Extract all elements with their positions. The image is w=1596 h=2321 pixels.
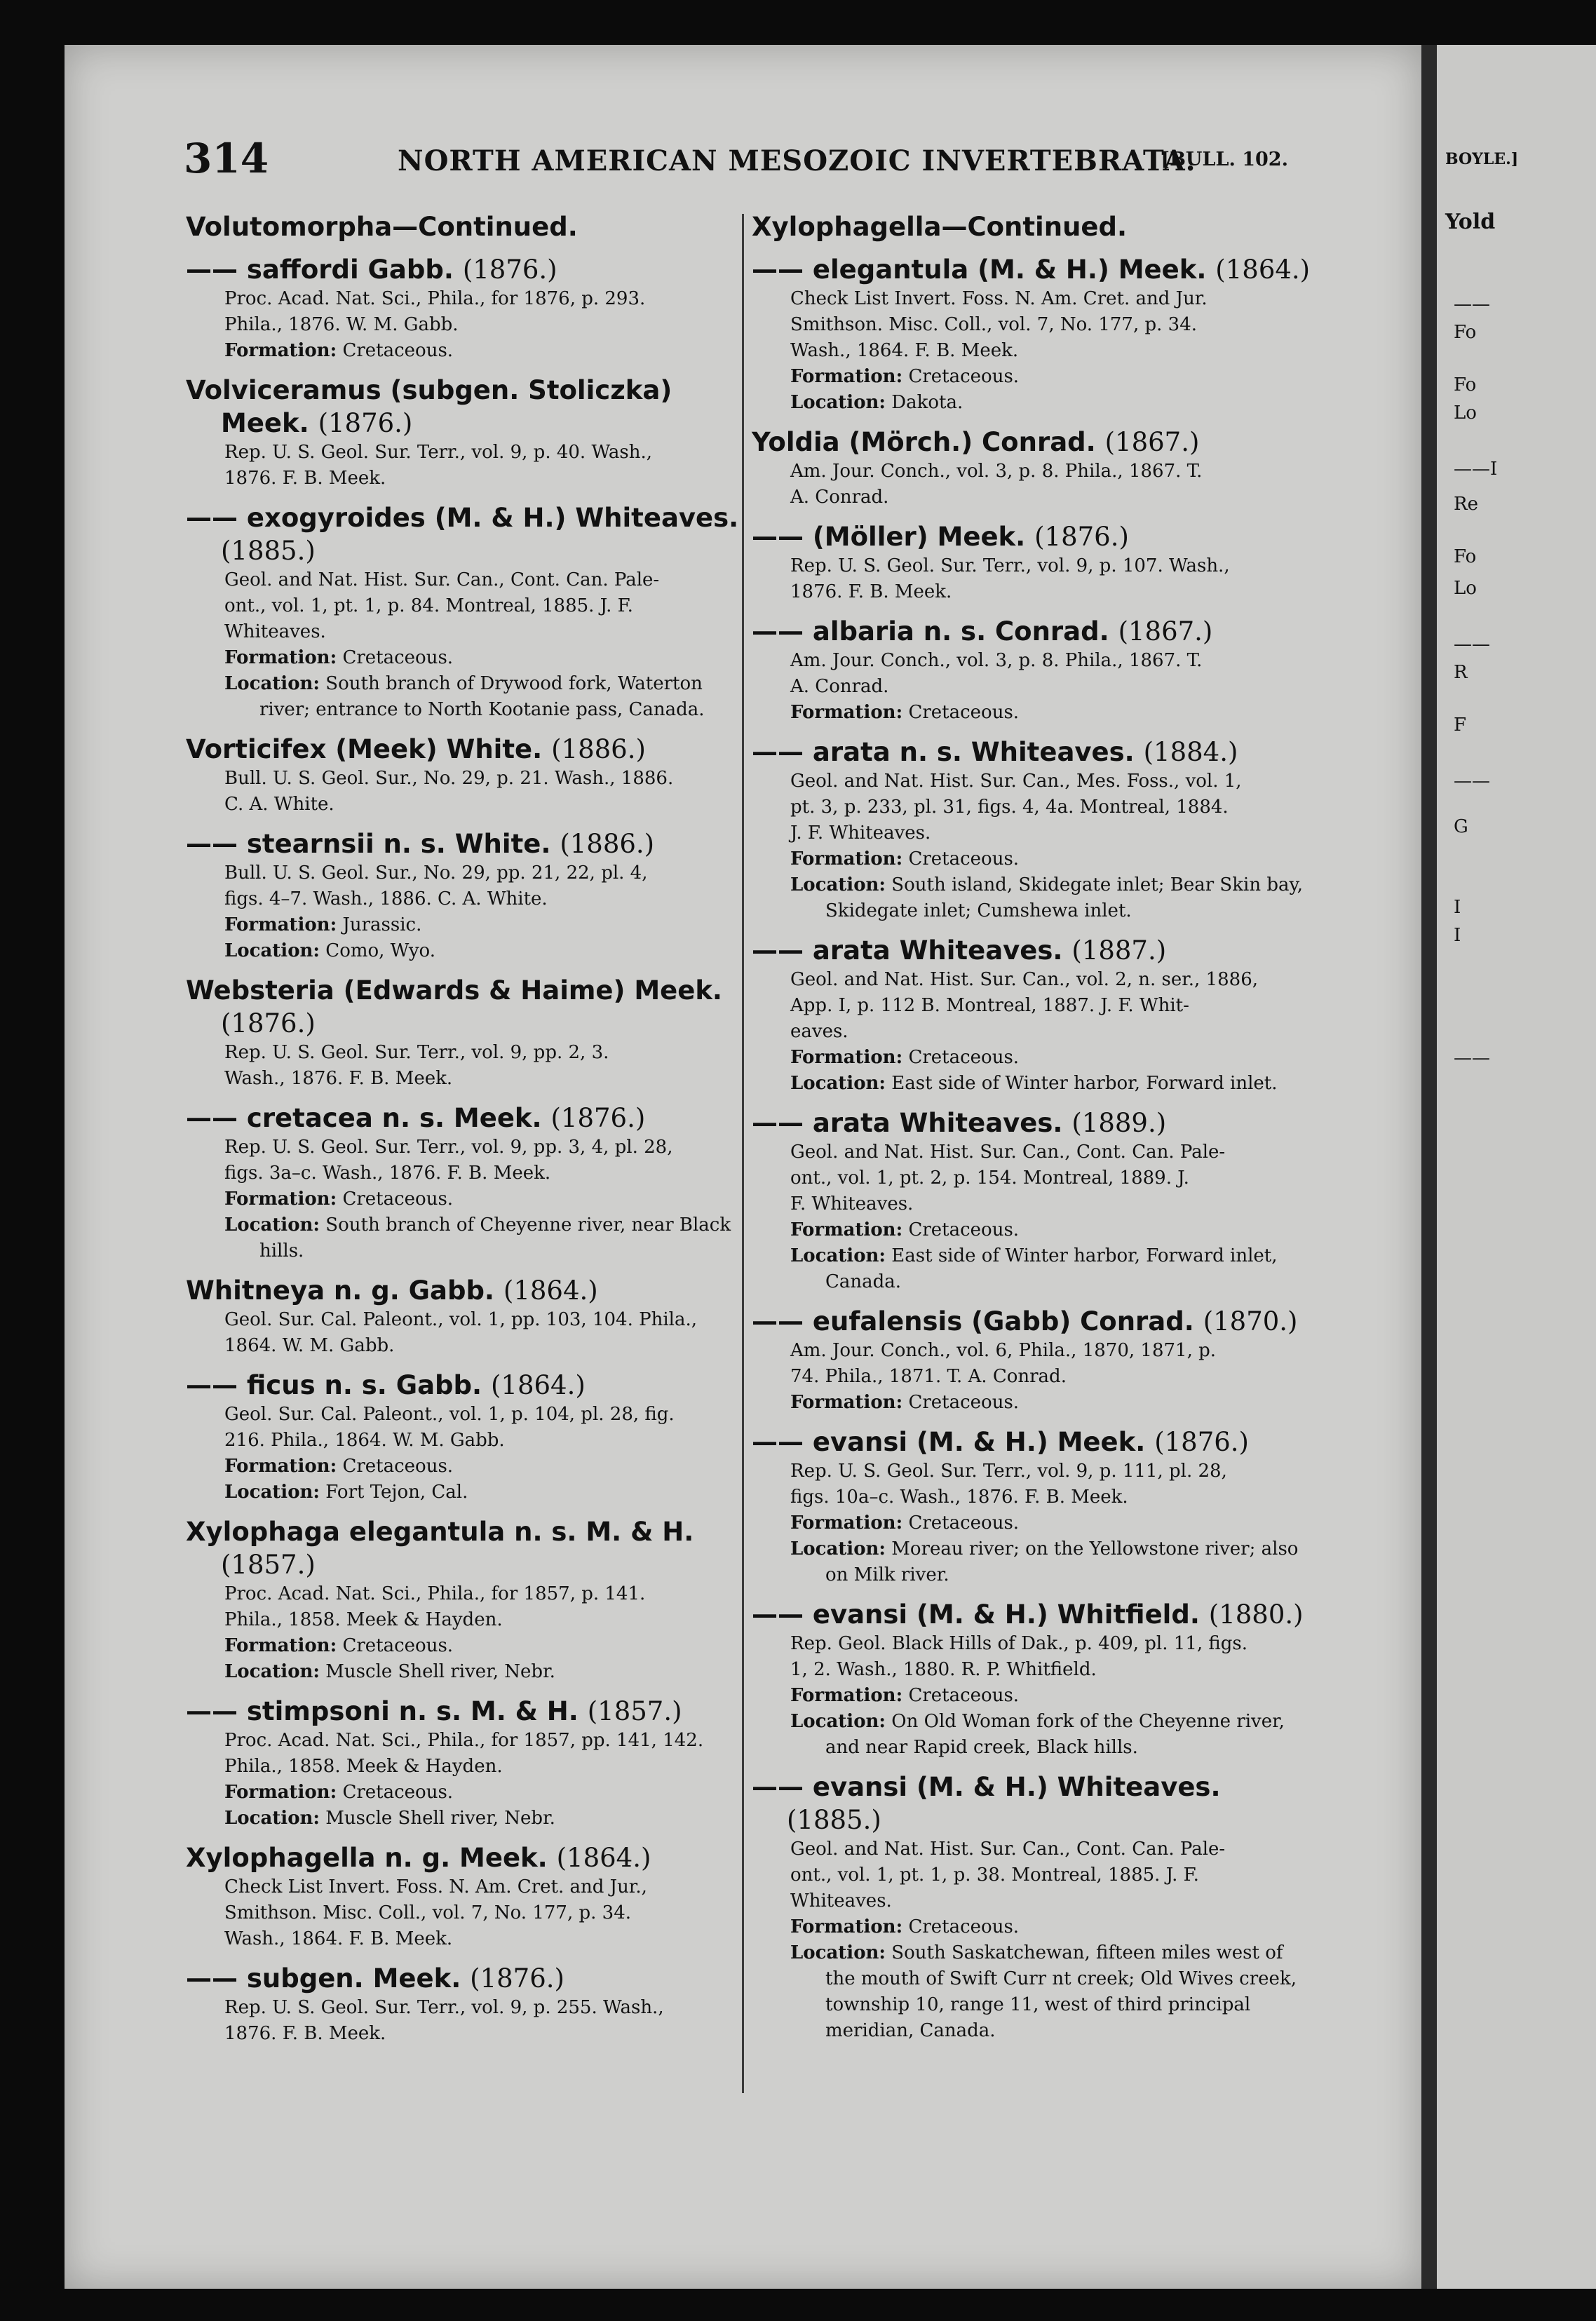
entry-title: —— subgen. Meek. xyxy=(186,1963,461,1994)
location-value: Moreau river; on the Yellowstone river; also on Milk river. xyxy=(825,1538,1299,1585)
formation-label: Formation: xyxy=(790,1392,903,1413)
entry-title: —— cretacea n. s. Meek. xyxy=(186,1103,542,1133)
entry-heading xyxy=(186,374,747,440)
formation-value: Cretaceous. xyxy=(342,1782,454,1803)
entry-heading xyxy=(186,827,747,860)
entry-heading xyxy=(752,1107,1313,1139)
entry-year: (1886.) xyxy=(560,829,655,859)
entry-heading xyxy=(752,615,1313,648)
entry-heading xyxy=(186,1695,747,1728)
entry-year: (1876.) xyxy=(550,1103,646,1133)
formation-label: Formation: xyxy=(790,1047,903,1068)
formation-value: Cretaceous. xyxy=(908,1685,1020,1706)
entry-year: (1864.) xyxy=(556,1843,651,1873)
citation-line: Rep. U. S. Geol. Sur. Terr., vol. 9, pp. 3, 4, pl. 28, xyxy=(224,1137,673,1158)
location-value: Muscle Shell river, Nebr. xyxy=(325,1661,555,1682)
citation-line: Proc. Acad. Nat. Sci., Phila., for 1857, pp. 141, 142. xyxy=(224,1730,704,1751)
location-label: Location: xyxy=(790,1711,886,1732)
index-entry xyxy=(186,1102,747,1264)
entry-title: —— arata Whiteaves. xyxy=(752,935,1063,966)
citation-line: Am. Jour. Conch., vol. 6, Phila., 1870, 1871, p. xyxy=(790,1340,1217,1361)
formation-label: Formation: xyxy=(224,1456,337,1477)
citation-line: figs. 3a–c. Wash., 1876. F. B. Meek. xyxy=(224,1163,551,1184)
entry-title: —— stimpsoni n. s. M. & H. xyxy=(186,1696,579,1726)
citation-line: Check List Invert. Foss. N. Am. Cret. and Jur., xyxy=(224,1876,647,1897)
formation-line xyxy=(186,1780,747,1806)
formation-line xyxy=(186,645,747,671)
formation-line xyxy=(186,1186,747,1212)
location-line xyxy=(186,1806,747,1832)
location-line xyxy=(752,1243,1313,1295)
formation-line xyxy=(186,912,747,938)
citation-line: App. I, p. 112 B. Montreal, 1887. J. F. Whit- xyxy=(790,995,1189,1016)
index-entry xyxy=(752,426,1313,510)
entry-title: —— saffordi Gabb. xyxy=(186,255,454,285)
entry-title: Xylophagella—Continued. xyxy=(752,212,1128,242)
entry-year: (1864.) xyxy=(490,1370,586,1400)
entry-year: (1864.) xyxy=(503,1275,598,1306)
citation-line: Rep. U. S. Geol. Sur. Terr., vol. 9, p. 40. Wash., xyxy=(224,442,653,463)
neighbor-fragment: —— xyxy=(1454,771,1490,792)
citation-line: Geol. Sur. Cal. Paleont., vol. 1, p. 104, pl. 28, fig. xyxy=(224,1404,675,1425)
formation-line xyxy=(186,338,747,364)
formation-value: Cretaceous. xyxy=(908,1047,1020,1068)
index-entry xyxy=(186,827,747,964)
index-entry xyxy=(752,736,1313,924)
formation-label: Formation: xyxy=(790,366,903,387)
location-value: Como, Wyo. xyxy=(325,940,435,961)
location-line xyxy=(186,938,747,964)
citation-line: Whiteaves. xyxy=(790,1890,892,1911)
formation-line xyxy=(752,1683,1313,1709)
index-entry xyxy=(186,210,747,243)
citation-line: 1864. W. M. Gabb. xyxy=(224,1335,395,1356)
index-entry xyxy=(186,1515,747,1685)
formation-line xyxy=(752,1390,1313,1416)
entry-heading xyxy=(752,736,1313,769)
entry-heading xyxy=(186,210,747,243)
neighbor-fragment: Lo xyxy=(1454,578,1477,599)
entry-heading xyxy=(186,1515,747,1581)
entry-heading xyxy=(186,974,747,1040)
entry-heading xyxy=(186,501,747,567)
formation-value: Jurassic. xyxy=(342,914,422,935)
entry-title: Yoldia (Mörch.) Conrad. xyxy=(752,427,1096,457)
location-label: Location: xyxy=(224,673,320,694)
citation-line: Geol. and Nat. Hist. Sur. Can., Cont. Can. Pale- xyxy=(224,569,660,590)
formation-line xyxy=(186,1633,747,1659)
formation-value: Cretaceous. xyxy=(342,1635,454,1656)
entry-heading xyxy=(752,1305,1313,1338)
entry-title: —— albaria n. s. Conrad. xyxy=(752,616,1109,647)
formation-label: Formation: xyxy=(224,1189,337,1210)
entry-title: —— arata Whiteaves. xyxy=(752,1108,1063,1138)
index-entry xyxy=(752,520,1313,605)
citation-line: Proc. Acad. Nat. Sci., Phila., for 1876, p. 293. xyxy=(224,288,646,309)
formation-value: Cretaceous. xyxy=(908,1392,1020,1413)
entry-heading xyxy=(752,253,1313,286)
entry-year: (1870.) xyxy=(1203,1306,1298,1337)
entry-heading xyxy=(752,934,1313,967)
location-label: Location: xyxy=(224,1482,320,1503)
location-value: South Saskatchewan, fifteen miles west of the mouth of Swift Curr nt creek; Old Wives creek, township 10, range 11, west of third principal meridian, Canada. xyxy=(825,1942,1297,2041)
formation-value: Cretaceous. xyxy=(908,702,1020,723)
formation-line xyxy=(752,846,1313,872)
formation-value: Cretaceous. xyxy=(908,1513,1020,1534)
right-column xyxy=(752,210,1313,2054)
citation-line: Geol. and Nat. Hist. Sur. Can., Mes. Foss., vol. 1, xyxy=(790,771,1242,792)
index-entry xyxy=(186,1695,747,1832)
index-entry xyxy=(752,1107,1313,1295)
index-entry xyxy=(186,733,747,818)
entry-year: (1876.) xyxy=(1034,522,1129,552)
location-line xyxy=(186,1480,747,1505)
index-entry xyxy=(186,253,747,364)
formation-line xyxy=(752,1914,1313,1940)
entry-heading xyxy=(752,1598,1313,1631)
entry-year: (1867.) xyxy=(1118,616,1213,647)
index-entry xyxy=(186,374,747,492)
neighbor-fragment: —— xyxy=(1454,1048,1490,1069)
entry-year: (1880.) xyxy=(1208,1599,1304,1630)
entry-year: (1876.) xyxy=(462,255,557,285)
entry-heading xyxy=(752,1426,1313,1459)
location-line xyxy=(186,671,747,723)
page-number: 314 xyxy=(184,135,269,182)
neighbor-fragment: R xyxy=(1454,662,1468,683)
citation-line: Geol. and Nat. Hist. Sur. Can., Cont. Can. Pale- xyxy=(790,1839,1226,1860)
formation-label: Formation: xyxy=(790,848,903,869)
entry-title: Volviceramus (subgen. Stoliczka) Meek. xyxy=(186,375,672,438)
entry-year: (1876.) xyxy=(470,1963,564,1994)
index-entry xyxy=(186,501,747,723)
formation-label: Formation: xyxy=(224,1635,337,1656)
location-value: South island, Skidegate inlet; Bear Skin bay, Skidegate inlet; Cumshewa inlet. xyxy=(825,874,1303,921)
index-entry xyxy=(186,1369,747,1505)
location-label: Location: xyxy=(790,1245,886,1266)
neighbor-fragment: Fo xyxy=(1454,546,1477,567)
neighbor-fragment: G xyxy=(1454,816,1468,837)
entry-title: —— evansi (M. & H.) Whitfield. xyxy=(752,1599,1200,1630)
formation-label: Formation: xyxy=(224,914,337,935)
entry-title: —— evansi (M. & H.) Meek. xyxy=(752,1427,1146,1457)
entry-year: (1876.) xyxy=(318,408,413,438)
citation-line: Rep. U. S. Geol. Sur. Terr., vol. 9, p. 107. Wash., xyxy=(790,555,1230,576)
formation-label: Formation: xyxy=(790,1219,903,1240)
entry-title: —— (Möller) Meek. xyxy=(752,522,1026,552)
citation-line: Bull. U. S. Geol. Sur., No. 29, pp. 21, 22, pl. 4, xyxy=(224,862,648,884)
citation-line: F. Whiteaves. xyxy=(790,1193,914,1214)
neighbor-fragment: Lo xyxy=(1454,402,1477,424)
formation-line xyxy=(752,700,1313,726)
formation-value: Cretaceous. xyxy=(342,1189,454,1210)
entry-year: (1876.) xyxy=(1154,1427,1249,1457)
formation-line xyxy=(752,1045,1313,1071)
index-entry xyxy=(752,1305,1313,1416)
entry-year: (1857.) xyxy=(221,1550,316,1580)
left-column xyxy=(186,210,747,2057)
citation-line: 1876. F. B. Meek. xyxy=(224,468,386,489)
neighbor-fragment: I xyxy=(1454,897,1461,918)
location-line xyxy=(752,390,1313,416)
citation-line: ont., vol. 1, pt. 1, p. 38. Montreal, 1885. J. F. xyxy=(790,1865,1199,1886)
index-entry xyxy=(752,210,1313,243)
neighbor-fragment: ——I xyxy=(1454,459,1498,480)
citation-line: Whiteaves. xyxy=(224,621,326,642)
neighbor-fragment: —— xyxy=(1454,294,1490,315)
location-label: Location: xyxy=(790,1942,886,1963)
location-value: East side of Winter harbor, Forward inlet. xyxy=(891,1073,1278,1094)
location-label: Location: xyxy=(224,940,320,961)
bulletin-reference: [BULL. 102. xyxy=(1161,149,1288,170)
citation-line: Bull. U. S. Geol. Sur., No. 29, p. 21. Wash., 1886. xyxy=(224,768,674,789)
entry-heading xyxy=(186,733,747,766)
column-rule xyxy=(742,214,744,2093)
formation-line xyxy=(186,1454,747,1480)
entry-title: Xylophaga elegantula n. s. M. & H. xyxy=(186,1517,694,1547)
citation-line: Wash., 1864. F. B. Meek. xyxy=(224,1928,453,1949)
location-value: South branch of Drywood fork, Waterton river; entrance to North Kootanie pass, Canada. xyxy=(259,673,705,720)
formation-label: Formation: xyxy=(224,1782,337,1803)
location-line xyxy=(186,1659,747,1685)
location-label: Location: xyxy=(224,1214,320,1236)
citation-line: 74. Phila., 1871. T. A. Conrad. xyxy=(790,1366,1067,1387)
formation-label: Formation: xyxy=(790,1916,903,1937)
citation-line: A. Conrad. xyxy=(790,487,889,508)
location-value: East side of Winter harbor, Forward inlet, Canada. xyxy=(825,1245,1278,1292)
index-entry xyxy=(186,974,747,1092)
entry-year: (1885.) xyxy=(221,536,316,566)
formation-value: Cretaceous. xyxy=(908,848,1020,869)
neighbor-fragment: Fo xyxy=(1454,322,1477,343)
citation-line: 1876. F. B. Meek. xyxy=(790,581,952,602)
entry-title: —— elegantula (M. & H.) Meek. xyxy=(752,255,1207,285)
location-value: Fort Tejon, Cal. xyxy=(325,1482,468,1503)
location-line xyxy=(752,872,1313,924)
citation-line: Geol. and Nat. Hist. Sur. Can., vol. 2, n. ser., 1886, xyxy=(790,969,1258,990)
entry-title: —— arata n. s. Whiteaves. xyxy=(752,737,1135,767)
neighbor-fragment: Yold xyxy=(1445,210,1496,234)
citation-line: Check List Invert. Foss. N. Am. Cret. and Jur. xyxy=(790,288,1208,309)
formation-label: Formation: xyxy=(790,702,903,723)
neighbor-fragment: Re xyxy=(1454,494,1478,515)
neighbor-header: BOYLE.] xyxy=(1445,150,1519,168)
entry-title: Xylophagella n. g. Meek. xyxy=(186,1843,548,1873)
location-line xyxy=(186,1212,747,1264)
entry-year: (1887.) xyxy=(1071,935,1167,966)
neighbor-fragment: I xyxy=(1454,925,1461,946)
index-entry xyxy=(752,615,1313,726)
citation-line: ont., vol. 1, pt. 1, p. 84. Montreal, 1885. J. F. xyxy=(224,595,633,616)
citation-line: eaves. xyxy=(790,1021,848,1042)
citation-line: Rep. Geol. Black Hills of Dak., p. 409, pl. 11, figs. xyxy=(790,1633,1247,1654)
entry-title: —— stearnsii n. s. White. xyxy=(186,829,551,859)
entry-year: (1886.) xyxy=(551,734,646,764)
entry-heading xyxy=(186,1102,747,1135)
neighbor-fragment: —— xyxy=(1454,634,1490,655)
formation-label: Formation: xyxy=(224,340,337,361)
entry-title: Vorticifex (Meek) White. xyxy=(186,734,543,764)
entry-heading xyxy=(752,520,1313,553)
page-header xyxy=(184,137,1288,187)
citation-line: Phila., 1876. W. M. Gabb. xyxy=(224,314,459,335)
entry-year: (1876.) xyxy=(221,1008,316,1038)
entry-heading xyxy=(752,210,1313,243)
citation-line: Proc. Acad. Nat. Sci., Phila., for 1857, p. 141. xyxy=(224,1583,646,1604)
formation-line xyxy=(752,1510,1313,1536)
entry-heading xyxy=(752,1771,1313,1836)
citation-line: ont., vol. 1, pt. 2, p. 154. Montreal, 1889. J. xyxy=(790,1168,1189,1189)
neighbor-page-edge xyxy=(1437,45,1596,2289)
formation-value: Cretaceous. xyxy=(908,366,1020,387)
formation-value: Cretaceous. xyxy=(342,647,454,668)
formation-label: Formation: xyxy=(790,1513,903,1534)
citation-line: Rep. U. S. Geol. Sur. Terr., vol. 9, p. 255. Wash., xyxy=(224,1997,664,2018)
entry-title: —— ficus n. s. Gabb. xyxy=(186,1370,482,1400)
running-title: NORTH AMERICAN MESOZOIC INVERTEBRATA. xyxy=(398,144,1196,177)
index-entry xyxy=(752,934,1313,1097)
entry-heading xyxy=(752,426,1313,459)
entry-year: (1889.) xyxy=(1071,1108,1167,1138)
location-line xyxy=(752,1940,1313,2044)
location-value: Muscle Shell river, Nebr. xyxy=(325,1808,555,1829)
entry-title: —— exogyroides (M. & H.) Whiteaves. xyxy=(186,503,739,533)
location-line xyxy=(752,1071,1313,1097)
entry-year: (1885.) xyxy=(787,1805,881,1835)
citation-line: A. Conrad. xyxy=(790,676,889,697)
index-entry xyxy=(186,1841,747,1952)
location-value: On Old Woman fork of the Cheyenne river, and near Rapid creek, Black hills. xyxy=(825,1711,1285,1758)
citation-line: Wash., 1864. F. B. Meek. xyxy=(790,340,1019,361)
citation-line: Wash., 1876. F. B. Meek. xyxy=(224,1068,453,1089)
entry-title: —— evansi (M. & H.) Whiteaves. xyxy=(752,1772,1221,1802)
entry-heading xyxy=(186,1274,747,1307)
citation-line: pt. 3, p. 233, pl. 31, figs. 4, 4a. Montreal, 1884. xyxy=(790,797,1229,818)
neighbor-fragment: Fo xyxy=(1454,374,1477,395)
entry-title: Volutomorpha—Continued. xyxy=(186,212,578,242)
citation-line: 1876. F. B. Meek. xyxy=(224,2023,386,2044)
formation-label: Formation: xyxy=(224,647,337,668)
formation-label: Formation: xyxy=(790,1685,903,1706)
entry-title: —— eufalensis (Gabb) Conrad. xyxy=(752,1306,1194,1337)
citation-line: Geol. Sur. Cal. Paleont., vol. 1, pp. 103, 104. Phila., xyxy=(224,1309,698,1330)
location-value: South branch of Cheyenne river, near Black hills. xyxy=(259,1214,731,1261)
neighbor-fragment: F xyxy=(1454,715,1467,736)
location-value: Dakota. xyxy=(891,392,963,413)
citation-line: Smithson. Misc. Coll., vol. 7, No. 177, p. 34. xyxy=(224,1902,631,1923)
citation-line: 1, 2. Wash., 1880. R. P. Whitfield. xyxy=(790,1659,1097,1680)
citation-line: Am. Jour. Conch., vol. 3, p. 8. Phila., 1867. T. xyxy=(790,650,1203,671)
formation-line xyxy=(752,364,1313,390)
entry-year: (1864.) xyxy=(1215,255,1311,285)
formation-value: Cretaceous. xyxy=(342,340,454,361)
citation-line: Rep. U. S. Geol. Sur. Terr., vol. 9, pp. 2, 3. xyxy=(224,1042,609,1063)
citation-line: J. F. Whiteaves. xyxy=(790,823,931,844)
location-label: Location: xyxy=(224,1808,320,1829)
location-label: Location: xyxy=(224,1661,320,1682)
index-entry xyxy=(186,1274,747,1359)
citation-line: figs. 10a–c. Wash., 1876. F. B. Meek. xyxy=(790,1487,1128,1508)
entry-year: (1857.) xyxy=(587,1696,682,1726)
citation-line: figs. 4–7. Wash., 1886. C. A. White. xyxy=(224,888,548,909)
entry-heading xyxy=(186,1369,747,1402)
entry-year: (1867.) xyxy=(1104,427,1200,457)
entry-title: Whitneya n. g. Gabb. xyxy=(186,1275,494,1306)
entry-heading xyxy=(186,1962,747,1995)
citation-line: Phila., 1858. Meek & Hayden. xyxy=(224,1756,503,1777)
location-label: Location: xyxy=(790,1073,886,1094)
formation-value: Cretaceous. xyxy=(908,1916,1020,1937)
citation-line: Rep. U. S. Geol. Sur. Terr., vol. 9, p. 111, pl. 28, xyxy=(790,1461,1227,1482)
location-label: Location: xyxy=(790,874,886,895)
citation-line: Phila., 1858. Meek & Hayden. xyxy=(224,1609,503,1630)
index-entry xyxy=(752,1598,1313,1761)
citation-line: Geol. and Nat. Hist. Sur. Can., Cont. Can. Pale- xyxy=(790,1142,1226,1163)
citation-line: 216. Phila., 1864. W. M. Gabb. xyxy=(224,1430,505,1451)
formation-value: Cretaceous. xyxy=(342,1456,454,1477)
index-entry xyxy=(752,1426,1313,1588)
index-entry xyxy=(186,1962,747,2047)
entry-title: Websteria (Edwards & Haime) Meek. xyxy=(186,975,722,1006)
citation-line: C. A. White. xyxy=(224,794,334,815)
citation-line: Am. Jour. Conch., vol. 3, p. 8. Phila., 1867. T. xyxy=(790,461,1203,482)
index-entry xyxy=(752,1771,1313,2044)
entry-heading xyxy=(186,253,747,286)
entry-heading xyxy=(186,1841,747,1874)
citation-line: Smithson. Misc. Coll., vol. 7, No. 177, p. 34. xyxy=(790,314,1197,335)
index-entry xyxy=(752,253,1313,416)
location-label: Location: xyxy=(790,392,886,413)
formation-value: Cretaceous. xyxy=(908,1219,1020,1240)
formation-line xyxy=(752,1217,1313,1243)
location-label: Location: xyxy=(790,1538,886,1559)
page-gutter xyxy=(1421,45,1437,2289)
location-line xyxy=(752,1709,1313,1761)
location-line xyxy=(752,1536,1313,1588)
entry-year: (1884.) xyxy=(1143,737,1238,767)
